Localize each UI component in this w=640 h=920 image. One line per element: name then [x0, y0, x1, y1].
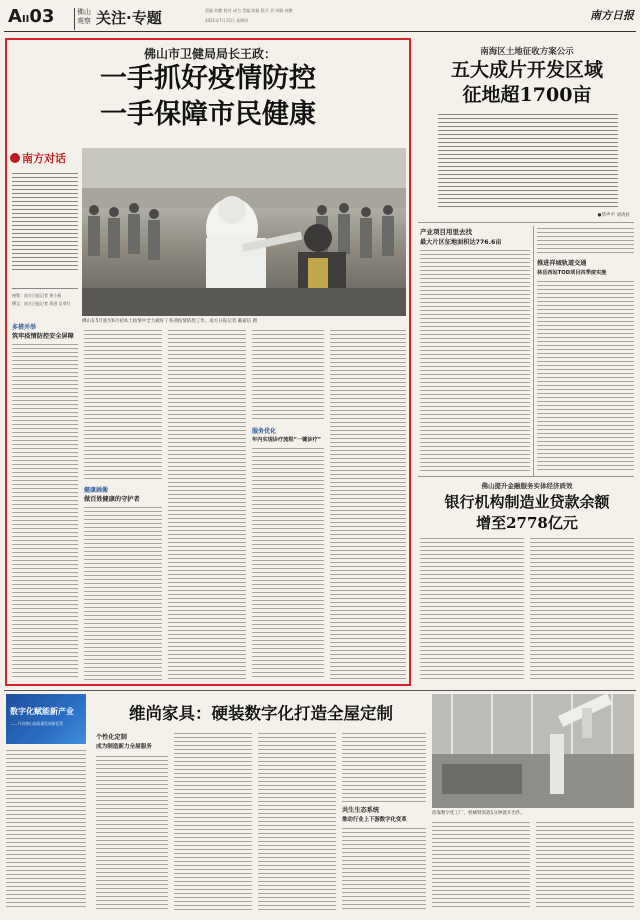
feature-headline-1: 一手抓好疫情防控 [100, 63, 316, 94]
section-1-title: 筑牢疫情防控安全屏障 [12, 333, 74, 340]
body-column-5 [330, 330, 406, 680]
tod-text-top [537, 228, 634, 254]
factory-photo [432, 694, 634, 808]
page-code: A [8, 6, 22, 27]
promo-title: 数字化赋能新产业 [10, 707, 74, 716]
tod-text [537, 281, 634, 472]
bank-text-col-1 [420, 538, 524, 680]
interviewer-credit: 统筹：南方日报记者 黄小燕 [12, 293, 62, 298]
land-headline-2: 征地超1700亩 [462, 84, 592, 106]
factory-photo-caption: 依靠数字化工厂，机械臂高效1分钟就开出件。 [432, 811, 525, 816]
bottom-sub-1b: 成为制造新力全屋服务 [96, 744, 152, 750]
land-lead-text [438, 114, 618, 210]
bottom-top-rule [4, 690, 636, 691]
bottom-col-5 [432, 822, 530, 910]
feature-headline-2: 一手保障市民健康 [100, 99, 316, 130]
bottom-sub-1: 个性化定制 [96, 734, 127, 741]
feature-photo [82, 148, 406, 316]
section-2-tag: 健康画像 [84, 487, 109, 494]
section-small-box [74, 8, 92, 30]
column-logo-text: 南方对话 [22, 152, 66, 165]
bottom-headline: 维尚家具：硬装数字化打造全屋定制 [129, 704, 393, 723]
land-byline: ●华声平 刘涛民 [597, 213, 630, 218]
section-small-2: 观察 [77, 17, 91, 25]
masthead-rule [4, 31, 636, 32]
bottom-sub-2b: 推动行业上下游数字化变革 [342, 817, 407, 823]
body-column-4b [252, 448, 324, 680]
bank-kicker: 佛山提升金融服务实体经济质效 [481, 482, 573, 490]
promo-banner [6, 694, 86, 744]
lower-rule [418, 476, 634, 477]
bank-text-col-2 [530, 538, 634, 680]
bottom-sub-2: 共生生态系统 [342, 807, 380, 814]
industry-subhead-1: 产业项目用里去找 [420, 228, 472, 236]
section-title: 关注·专题 [96, 9, 162, 27]
edition-info: 责编 何鹏 校对 成为 美编 陈颖 版式 刘 审稿 何鹏 [205, 8, 293, 13]
bottom-col-4b [342, 828, 426, 910]
page-number [8, 6, 70, 28]
section-small-1: 佛山 [77, 8, 91, 16]
photo-caption: 佛山在5月底至6月初本土疫情中全力做好了各项疫情防控工作。南方日报记者 戴嘉信 摄 [82, 319, 258, 324]
section-3-title: 年内实现诊疗流程“一键诊疗” [252, 437, 322, 443]
bottom-col-4a [342, 733, 426, 803]
land-kicker: 南海区土地征收方案公示 [480, 47, 574, 57]
tod-subhead-1: 推进祥城轨道交通 [537, 260, 587, 267]
intro-text [12, 173, 78, 273]
body-column-1a [12, 344, 78, 680]
body-column-3 [168, 330, 246, 680]
bank-headline-2: 增至2778亿元 [476, 514, 578, 532]
section-2-label [84, 485, 162, 494]
section-1-tag: 多措并举 [12, 324, 37, 331]
middle-column-divider [533, 226, 534, 476]
masthead [0, 0, 640, 34]
promo-intro-text [6, 750, 86, 910]
factory-illustration [432, 694, 634, 808]
section-3-tag: 服务优化 [252, 428, 277, 435]
bottom-col-6 [536, 822, 634, 910]
section-2-title: 做百姓健康的守护者 [84, 496, 140, 503]
column-logo [10, 150, 80, 166]
bottom-col-2 [174, 733, 252, 910]
page-num: 03 [29, 6, 55, 27]
bottom-col-3 [258, 733, 336, 910]
intro-credit-rule [12, 288, 78, 289]
body-column-4a [252, 330, 324, 422]
logo-mark-icon [10, 153, 20, 163]
writer-credit: 撰文：南方日报记者 周进 吴翠红 [12, 301, 71, 306]
photo-crowd-illustration [82, 148, 406, 316]
page-sub: II [21, 14, 30, 25]
issue-date: 2021年7月15日 星期四 [205, 18, 249, 23]
paper-logo: 南方日报 [590, 9, 634, 22]
body-column-2a [84, 330, 162, 480]
tod-subhead-2: 林岳西站TOD项目四季度实施 [537, 270, 607, 276]
bank-headline-1: 银行机构制造业贷款余额 [444, 493, 610, 511]
feature-kicker: 佛山市卫健局局长王政： [143, 47, 276, 61]
bottom-col-1 [96, 756, 168, 910]
body-column-2b [84, 507, 162, 680]
industry-subhead-2: 最大片区征地面积达776.6亩 [420, 239, 502, 246]
land-rule [418, 222, 634, 223]
industry-text [420, 250, 530, 472]
section-1-label [12, 322, 78, 331]
section-3-label [252, 426, 324, 435]
promo-subtitle: ——开启佛山高质量发展新征程 [10, 721, 64, 726]
land-headline-1: 五大成片开发区域 [450, 59, 603, 81]
